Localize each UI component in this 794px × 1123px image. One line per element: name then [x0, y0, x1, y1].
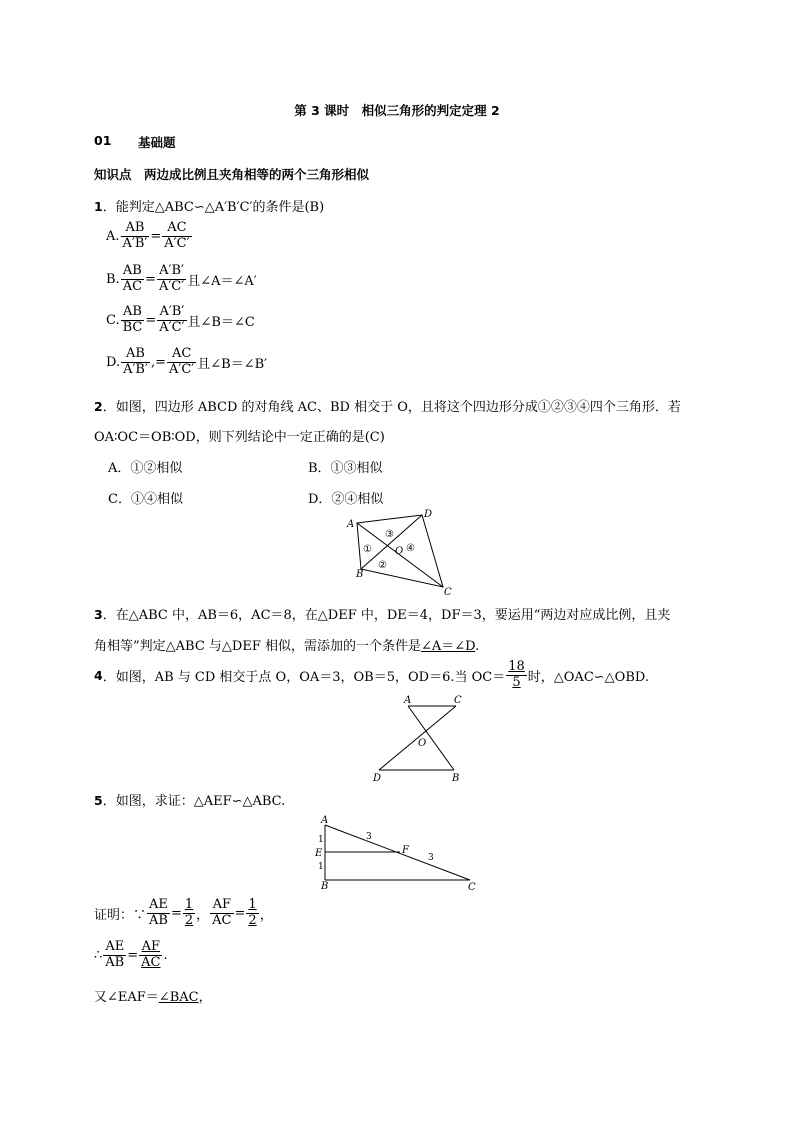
length-fc: 3 — [428, 853, 434, 863]
option-tail: 且∠A＝∠A′ — [187, 273, 257, 289]
vertex-b: B — [356, 569, 364, 580]
option-tail: 且∠B＝∠B′ — [197, 356, 268, 372]
equals-sign: = — [155, 354, 166, 370]
answer-fraction: $\frac{AF}{AC}$ — [141, 939, 161, 970]
option-label: A. — [106, 228, 120, 244]
question-3 — [94, 604, 670, 623]
answer: ∠A＝∠D — [420, 639, 476, 654]
question-text: ．如图，四边形 ABCD 的对角线 AC、BD 相交于 O，且将这个四边形分成①②③④四个三角形．若 — [102, 400, 681, 415]
length-ae: 1 — [318, 835, 324, 845]
segment-ab — [408, 706, 454, 770]
fraction: $\frac{AC}{A'C'}$ — [164, 220, 190, 251]
comma: , — [150, 354, 156, 370]
q2-option-d: D．②④相似 — [308, 492, 384, 507]
vertex-b: B — [321, 881, 329, 892]
fraction: $\frac{AB}{A'B'}$ — [123, 346, 148, 377]
question-2 — [94, 396, 681, 415]
fraction: $\frac{AB}{AC}$ — [122, 263, 143, 294]
point-e: E — [315, 848, 323, 859]
question-number: 3 — [94, 607, 103, 622]
option-label: C. — [106, 312, 120, 328]
fraction: $\frac{AF}{AC}$ — [212, 897, 232, 928]
equals-sign: = — [145, 271, 156, 287]
proof-line-3 — [94, 986, 212, 1005]
equals-sign: = — [145, 312, 157, 328]
q1-option-b — [106, 264, 257, 295]
question-3-line-2 — [94, 635, 479, 654]
option-label: B. — [106, 271, 120, 287]
fraction: $\frac{AE}{AB}$ — [149, 897, 168, 928]
question-text: 时，△OAC∽△OBD. — [527, 669, 649, 685]
question-2-line-2: OA∶OC＝OB∶OD，则下列结论中一定正确的是(C) — [94, 430, 385, 445]
fraction: $\frac{AB}{BC}$ — [122, 304, 143, 335]
answer: ∠BAC — [158, 990, 199, 1005]
question-5 — [94, 790, 285, 809]
point-f: F — [402, 845, 409, 856]
vertex-a: A — [404, 695, 412, 706]
question-text: ．如图，求证：△AEF∽△ABC. — [102, 794, 286, 809]
region-1: ① — [363, 544, 372, 555]
question-text: ．在△ABC 中，AB＝6，AC＝8，在△DEF 中，DE＝4，DF＝3，要运用“两边对应成比例，且夹 — [102, 608, 671, 623]
vertex-c: C — [454, 695, 462, 706]
vertex-d: D — [373, 773, 382, 784]
vertex-c: C — [468, 882, 476, 892]
answer-fraction: $\frac{1}{2}$ — [184, 897, 194, 928]
page-title: 第 3 课时 相似三角形的判定定理 2 — [294, 103, 500, 118]
region-4: ④ — [406, 543, 415, 554]
proof-label: 证明：∵ — [94, 907, 147, 923]
proof-line-2: ∴ $\frac{AE}{AB}$ = $\frac{AF}{AC}$ . — [94, 939, 168, 970]
answer-fraction: $\frac{1}{2}$ — [248, 897, 257, 928]
vertex-a: A — [321, 815, 329, 826]
point-o: O — [395, 546, 404, 557]
q2-option-a: A．①②相似 — [108, 461, 183, 476]
fraction: $\frac{A'B'}{A'C'}$ — [159, 304, 185, 335]
text: . — [475, 639, 480, 654]
fraction: $\frac{A'B'}{A'C'}$ — [158, 263, 185, 294]
option-tail: 且∠B＝∠C — [187, 314, 255, 330]
vertex-c: C — [444, 587, 452, 597]
question-4 — [94, 660, 649, 691]
knowledge-point: 知识点 两边成比例且夹角相等的两个三角形相似 — [94, 167, 370, 182]
q1-option-d — [106, 347, 267, 378]
question-number: 5 — [94, 793, 103, 808]
region-3: ③ — [385, 529, 394, 540]
q2-option-b: B．①③相似 — [308, 461, 383, 476]
q2-option-c: C．①④相似 — [108, 492, 183, 507]
section-name: 基础题 — [138, 135, 176, 150]
vertex-a: A — [347, 519, 355, 530]
text: 角相等”判定△ABC 与△DEF 相似，需添加的一个条件是 — [94, 639, 421, 654]
question-text: ．如图，AB 与 CD 相交于点 O，OA＝3，OB＝5，OD＝6.当 OC＝ — [102, 669, 506, 685]
length-eb: 1 — [318, 862, 324, 872]
fraction: $\frac{AB}{A'B'}$ — [122, 220, 148, 251]
question-number: 4 — [94, 667, 103, 683]
triangle-figure — [310, 812, 480, 892]
text: ， — [198, 990, 212, 1005]
text: 又∠EAF＝ — [94, 990, 159, 1005]
question-1 — [94, 196, 324, 215]
proof-line-1: 证明：∵ $\frac{AE}{AB}$ = $\frac{1}{2}$ ， $\frac{AF}{AC}$ = $\frac{1}{2}$ ， — [94, 897, 273, 928]
region-2: ② — [378, 560, 387, 571]
equals-sign: = — [150, 228, 162, 244]
answer-fraction: $\frac{18}{5}$ — [508, 659, 525, 690]
point-o: O — [418, 738, 427, 749]
section-number: 01 — [94, 133, 112, 148]
question-number: 1 — [94, 199, 103, 214]
therefore-symbol: ∴ — [94, 947, 103, 963]
option-label: D. — [106, 354, 121, 370]
diagonal-bd — [361, 515, 422, 569]
q1-option-a — [106, 221, 193, 252]
question-number: 2 — [94, 399, 103, 414]
length-af: 3 — [366, 832, 372, 842]
quadrilateral-figure — [340, 505, 460, 597]
hourglass-figure — [366, 694, 466, 784]
question-text: ．能判定△ABC∽△A′B′C′的条件是(B) — [102, 200, 325, 215]
q1-option-c — [106, 305, 255, 336]
fraction: $\frac{AC}{A'C'}$ — [169, 346, 195, 377]
fraction: $\frac{AE}{AB}$ — [105, 939, 125, 970]
vertex-d: D — [424, 509, 433, 520]
vertex-b: B — [452, 773, 460, 784]
